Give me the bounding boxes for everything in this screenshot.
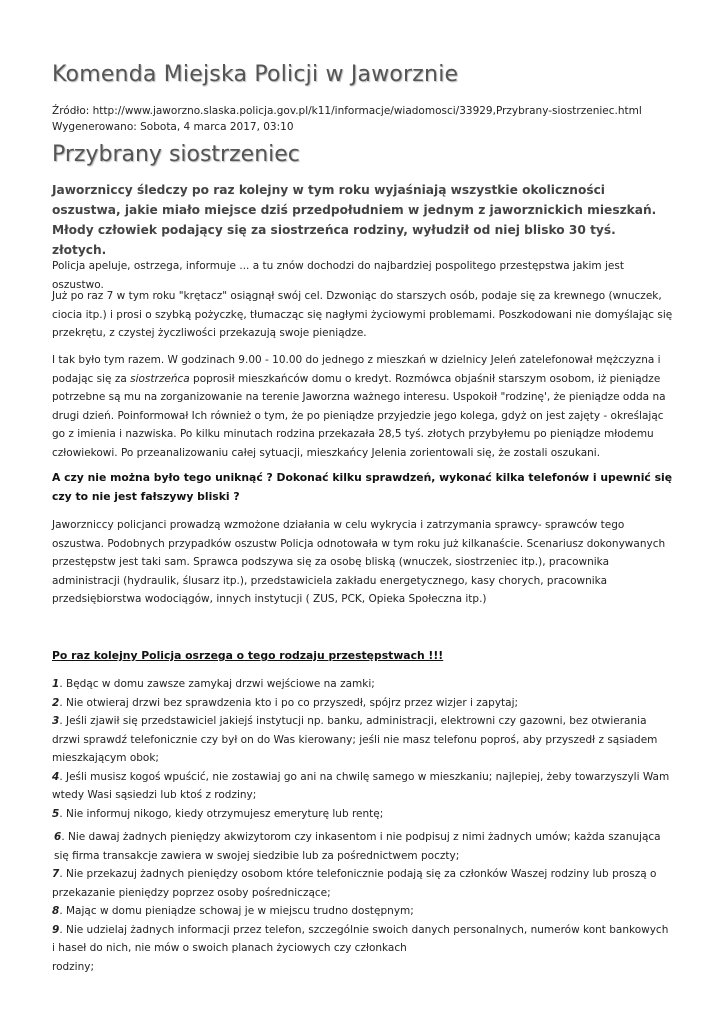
article-title: Przybrany siostrzeniec [52,142,300,167]
trailing-text: rodziny; [52,960,95,973]
generated-line: Wygenerowano: Sobota, 4 marca 2017, 03:10 [52,121,294,133]
paragraph-2: Już po raz 7 w tym roku "krętacz" osiągnął swój cel. Dzwoniąc do starszych osób, podaje się za krewnego (wnuczek, ciocia itp.) i prosi o szybką pożyczkę, tłumacząc się nagłymi życiowymi problemami. Poszkodowani nie domyślając się przekrętu, z czystej życzliwości przekazują swoje pieniądze. [52,290,673,339]
question-heading: A czy nie można było tego uniknąć ? Dokonać kilku sprawdzeń, wykonać kilka telefonów i upewnić się czy to nie jest fałszywy bliski ? [52,471,673,503]
paragraph-1: Policja apeluje, ostrzega, informuje ... a tu znów dochodzi do najbardziej pospolitego przestępstwa jakim jest oszustwo. [52,260,624,291]
list-item: 8. Mając w domu pieniądze schowaj je w miejscu trudno dostępnym; [52,905,414,917]
article-lead: Jaworzniccy śledczy po raz kolejny w tym roku wyjaśniają wszystkie okoliczności oszustwa, jakie miało miejsce dziś przedpołudniem w jednym z jaworznickich mieszkań. Młody człowiek podający się za siostrzeńca rodziny, wyłudził od niej blisko 30 tyś. złotych. [52,183,657,257]
warning-list-b [52,828,673,976]
site-title: Komenda Miejska Policji w Jaworznie [52,62,459,87]
list-item: 7. Nie przekazuj żadnych pieniędzy osobom które telefonicznie podają się za członków Waszej rodziny lub proszą o przekazanie pieniędzy poprzez osoby pośredniczące; [52,868,657,899]
warning-heading: Po raz kolejny Policja osrzega o tego rodzaju przestępstwach !!! [52,649,444,662]
paragraph-4: Jaworzniccy policjanci prowadzą wzmożone działania w celu wykrycia i zatrzymania sprawcy- sprawców tego oszustwa. Podobnych przypadków oszustw Policja odnotowała w tym roku już kilkanaście. Scenariusz dokonywanych przestępstw jest taki sam. Sprawca podszywa się za osobę bliską (wnuczek, siostrzeniec itp.), pracownika administracji (hydraulik, ślusarz itp.), przedstawiciela zakładu energetycznego, kasy chorych, pracownika przedsiębiorstwa wodociągów, innych instytucji ( ZUS, PCK, Opieka Społeczna itp.) [52,519,666,605]
list-item: 5. Nie informuj nikogo, kiedy otrzymujesz emeryturę lub rentę; [52,807,384,820]
list-item: 2. Nie otwieraj drzwi bez sprawdzenia kto i po co przyszedł, spójrz przez wizjer i zapytaj; [52,696,519,709]
source-line: Źródło: http://www.jaworzno.slaska.policja.gov.pl/k11/informacje/wiadomosci/33929,Przybrany-siostrzeniec.html [52,105,642,117]
paragraph-3 [52,351,673,462]
list-item: 9. Nie udzielaj żadnych informacji przez telefon, szczególnie swoich danych personalnych, numerów kont bankowych i haseł do nich, nie mów o swoich planach życiowych czy członkach [52,923,669,954]
paragraph-3-part-c: poprosił mieszkańców domu o kredyt. Rozmówca objaśnił starszym osobom, iż pieniądze potrzebne są mu na zorganizowanie na terenie Jaworzna ważnego interesu. Uspokoił "rodzinę', że pieniądze odda na drugi dzień. Poinformował Ich również o tym, że po pieniądze przyjedzie jego kolega, gdyż on jest zajęty - określając go z imienia i nazwiska. Po kilku minutach rodzina przekazała 28,5 tyś. złotych przybyłemu po pieniądze młodemu człowiekowi. Po przeanalizowaniu całej sytuacji, mieszkańcy Jelenia zorientowali się, że zostali oszukani. [52,372,666,459]
list-item: 6. Nie dawaj żadnych pieniędzy akwizytorom czy inkasentom i nie podpisuj z nimi żadnych umów; każda szanująca się firma transakcje zawiera w swojej siedzibie lub za pośrednictwem poczty; [54,831,661,862]
list-item: 3. Jeśli zjawił się przedstawiciel jakiejś instytucji np. banku, administracji, elektrowni czy gazowni, bez otwierania drzwi sprawdź telefonicznie czy był on do Was kierowany; jeśli nie masz telefonu poproś, aby przyszedł z sąsiadem mieszkającym obok; [52,715,658,764]
list-item: 4. Jeśli musisz kogoś wpuścić, nie zostawiaj go ani na chwilę samego w mieszkaniu; najlepiej, żeby towarzyszyli Wam wtedy Wasi sąsiedzi lub ktoś z rodziny; [52,770,670,801]
paragraph-3-part-a: I tak było tym razem. W godzinach 9.00 - 10.00 do jednego z mieszkań w dzielnicy Jeleń zatelefonował mężczyzna i podając się za [52,354,661,385]
list-item: 1. Będąc w domu zawsze zamykaj drzwi wejściowe na zamki; [52,678,375,690]
paragraph-3-emphasis: siostrzeńca [130,372,190,385]
meta-block [52,103,642,135]
warning-list-a [52,675,673,823]
